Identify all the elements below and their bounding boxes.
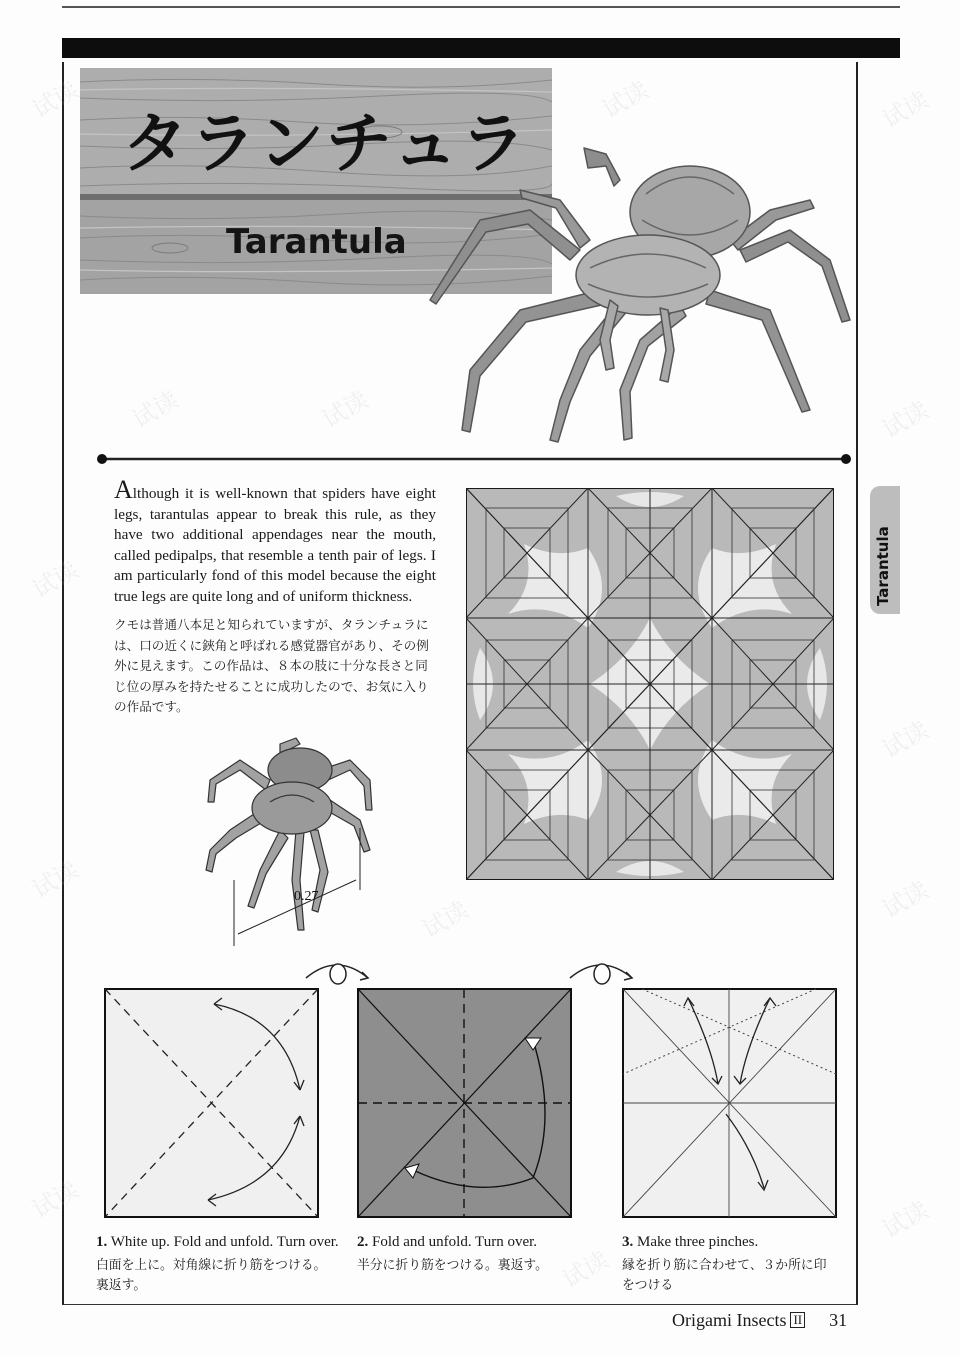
watermark: 试读 (27, 75, 84, 124)
intro-english-text: lthough it is well-known that spiders have eight legs, tarantulas appear to break this rule, as they have two additional appendages near the mouth, called pedipalps, that resemble a tenth pair of legs. I am particularly fond of this model because the eight true legs are quite long and of uniform thickness. (114, 485, 436, 605)
watermark: 试读 (27, 555, 84, 604)
header-black-bar (62, 38, 900, 58)
finished-model-diagram (200, 730, 390, 950)
watermark: 试读 (27, 1175, 84, 1224)
chapter-side-tab (870, 486, 900, 614)
side-tab-label: Tarantula (874, 526, 892, 606)
step-2-caption-jp: 半分に折り筋をつける。裏返す。 (357, 1258, 548, 1273)
watermark: 试读 (317, 385, 374, 434)
watermark: 试读 (557, 1245, 614, 1294)
step-text: Make three pinches. (637, 1234, 759, 1250)
step-1-caption-jp: 白面を上に。対角線に折り筋をつける。裏返す。 (96, 1258, 327, 1293)
title-japanese: タランチュラ (122, 105, 529, 182)
book-title: Origami Insects (672, 1310, 787, 1330)
dimension-label: 0.27 (294, 889, 319, 904)
step-number: 1. (96, 1234, 108, 1250)
drop-cap: A (114, 475, 133, 504)
turn-over-icon (566, 956, 636, 986)
step-2-diagram (357, 988, 572, 1218)
page-footer (672, 1310, 847, 1331)
step-1-caption (96, 1233, 346, 1251)
step-text: White up. Fold and unfold. Turn over. (110, 1234, 339, 1250)
watermark: 试读 (877, 1195, 934, 1244)
watermark: 试读 (877, 395, 934, 444)
title-english: Tarantula (226, 222, 407, 262)
intro-japanese: クモは普通八本足と知られていますが、タランチュラには、口の近くに鋏角と呼ばれる感覚器官があり、その例外に見えます。この作品は、８本の肢に十分な長さと同じ位の厚みを持たせることに成功したので、お気に入りの作品です。 (114, 617, 429, 714)
page-number: 31 (829, 1310, 848, 1330)
watermark: 试读 (127, 385, 184, 434)
turn-over-icon (302, 956, 372, 986)
step-3-caption-jp: 縁を折り筋に合わせて、３か所に印をつける (622, 1258, 827, 1293)
watermark: 试读 (877, 875, 934, 924)
crease-pattern (466, 488, 834, 880)
step-number: 2. (357, 1234, 369, 1250)
step-1-diagram (104, 988, 319, 1218)
watermark: 试读 (877, 85, 934, 134)
step-3-diagram (622, 988, 837, 1218)
top-rule-line (62, 6, 900, 8)
section-divider (96, 452, 852, 466)
intro-english (114, 475, 436, 608)
step-3-caption (622, 1233, 872, 1251)
watermark: 试读 (877, 715, 934, 764)
step-2-caption (357, 1233, 607, 1251)
volume-badge: II (790, 1312, 805, 1328)
step-number: 3. (622, 1234, 634, 1250)
watermark: 试读 (417, 895, 474, 944)
watermark: 试读 (597, 75, 654, 124)
watermark: 试读 (27, 855, 84, 904)
tarantula-photo (410, 140, 860, 450)
step-text: Fold and unfold. Turn over. (372, 1234, 538, 1250)
